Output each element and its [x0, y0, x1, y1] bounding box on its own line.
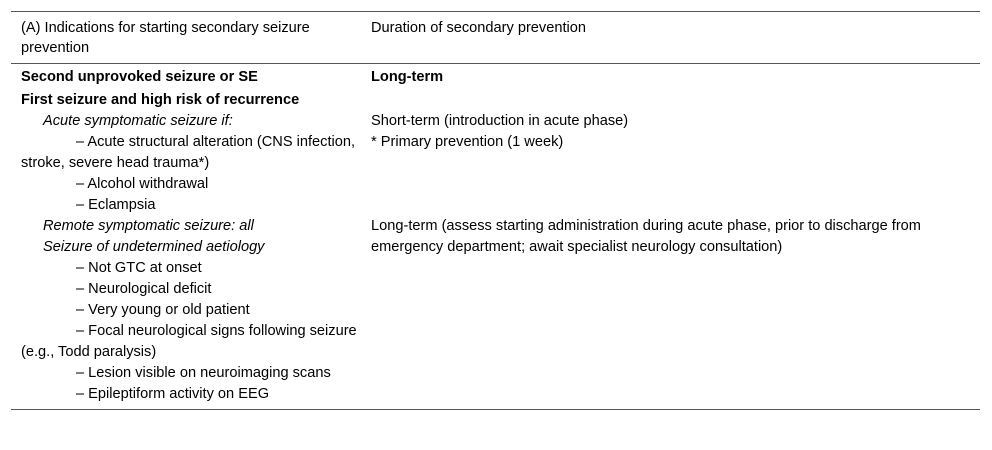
- header-duration: Duration of secondary prevention: [361, 12, 980, 64]
- seizure-prevention-table: [11, 11, 980, 410]
- acute-item-alcohol: – Alcohol withdrawal: [76, 176, 209, 192]
- seizure-prevention-table-wrapper: [11, 11, 980, 410]
- acute-item-structural: – Acute structural alteration (CNS infection, stroke, severe head trauma*): [21, 134, 356, 171]
- table-header: [11, 12, 980, 64]
- acute-symptomatic-cell: [11, 111, 361, 216]
- header-row: [11, 12, 980, 64]
- duration-long-term: Long-term: [361, 64, 980, 89]
- remote-item-neurological-deficit: – Neurological deficit: [76, 281, 212, 297]
- indication-first-seizure-high-risk: First seizure and high risk of recurrence: [21, 92, 300, 108]
- remote-duration-long-term: Long-term (assess starting administration during acute phase, prior to discharge from emergency department; await specialist neurology consultation): [371, 218, 921, 255]
- remote-symptomatic-cell: [11, 216, 361, 410]
- table-row: [11, 64, 980, 89]
- undetermined-aetiology-heading: Seizure of undetermined aetiology: [43, 239, 265, 255]
- table-row: [11, 88, 980, 111]
- remote-item-age: – Very young or old patient: [76, 302, 250, 318]
- table-row: [11, 111, 980, 216]
- remote-item-lesion: – Lesion visible on neuroimaging scans: [76, 365, 331, 381]
- acute-duration-short-term: Short-term (introduction in acute phase): [371, 113, 629, 129]
- acute-symptomatic-heading: Acute symptomatic seizure if:: [43, 113, 233, 129]
- remote-item-eeg: – Epileptiform activity on EEG: [76, 386, 270, 402]
- empty-cell: [361, 88, 980, 111]
- remote-symptomatic-heading: Remote symptomatic seizure: all: [43, 218, 254, 234]
- table-row: [11, 216, 980, 410]
- header-indications: (A) Indications for starting secondary seizure prevention: [11, 12, 361, 64]
- acute-duration-cell: [361, 111, 980, 216]
- remote-item-focal-signs: – Focal neurological signs following seizure (e.g., Todd paralysis): [21, 323, 357, 360]
- acute-item-eclampsia: – Eclampsia: [76, 197, 156, 213]
- indication-second-unprovoked: Second unprovoked seizure or SE: [11, 64, 361, 89]
- remote-duration-cell: [361, 216, 980, 410]
- acute-duration-primary-prevention: * Primary prevention (1 week): [371, 134, 564, 150]
- remote-item-not-gtc: – Not GTC at onset: [76, 260, 202, 276]
- table-body: [11, 64, 980, 410]
